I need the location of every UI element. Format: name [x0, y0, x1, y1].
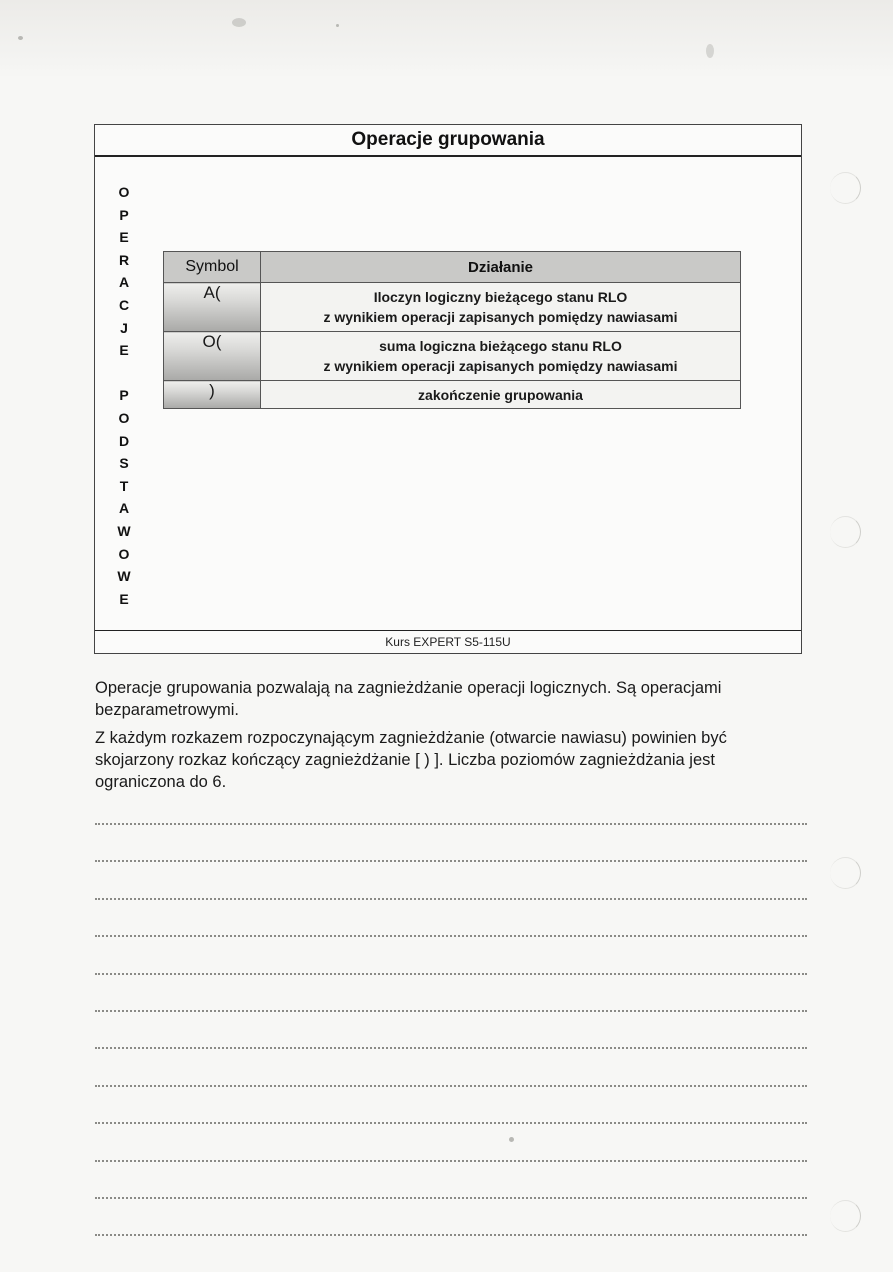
scan-speck [336, 24, 339, 27]
action-line: suma logiczna bieżącego stanu RLO [379, 338, 622, 354]
vertical-letter: O [118, 409, 130, 426]
vertical-letter: W [117, 522, 131, 539]
header-symbol: Symbol [164, 252, 261, 283]
vertical-letter: C [118, 296, 130, 313]
body-text [95, 677, 795, 799]
vertical-gap [117, 362, 131, 385]
note-line [95, 823, 807, 860]
symbol-cell: O( [164, 332, 261, 381]
note-line [95, 1010, 807, 1047]
table-row [164, 381, 741, 409]
note-line [95, 1047, 807, 1084]
action-line: z wynikiem operacji zapisanych pomiędzy nawiasami [323, 309, 678, 325]
grouping-operations-table [163, 251, 741, 409]
symbol-cell: A( [164, 283, 261, 332]
vertical-letter: E [119, 590, 129, 607]
vertical-letter: J [120, 319, 128, 336]
symbol-cell: ) [164, 381, 261, 409]
action-cell [261, 283, 741, 332]
table-row [164, 283, 741, 332]
vertical-letter: T [119, 477, 129, 494]
note-line [95, 1122, 807, 1159]
note-lines [95, 823, 807, 1272]
vertical-letter: R [118, 251, 130, 268]
paragraph: Operacje grupowania pozwalają na zagnieżdżanie operacji logicznych. Są operacjami bezparametrowymi. [95, 679, 722, 719]
action-line: z wynikiem operacji zapisanych pomiędzy nawiasami [323, 358, 678, 374]
vertical-letter: W [117, 568, 131, 585]
binder-hole-mark [830, 857, 861, 889]
vertical-letter: E [119, 229, 129, 246]
header-action: Działanie [261, 252, 741, 283]
binder-hole-mark [830, 1200, 861, 1232]
scan-speck [18, 36, 23, 40]
action-line: Iloczyn logiczny bieżącego stanu RLO [373, 289, 628, 305]
slide-title: Operacje grupowania [95, 125, 801, 157]
action-line: zakończenie grupowania [418, 386, 583, 403]
scan-edge [0, 0, 893, 78]
note-line [95, 1085, 807, 1122]
vertical-letter: O [118, 184, 130, 200]
vertical-letter: A [118, 274, 130, 291]
binder-hole-mark [830, 516, 861, 548]
table-row [164, 332, 741, 381]
note-line [95, 1234, 807, 1271]
note-line [95, 1160, 807, 1197]
vertical-letter: E [119, 342, 129, 359]
vertical-letter: P [119, 387, 129, 404]
paragraph: Z każdym rozkazem rozpoczynającym zagnieżdżanie (otwarcie nawiasu) powinien być skojarzony rozkaz kończący zagnieżdżanie [ ) ]. Liczba poziomów zagnieżdżania jest ograniczona do 6. [95, 729, 727, 791]
slide-footer: Kurs EXPERT S5-115U [95, 630, 801, 653]
vertical-letter: D [118, 432, 130, 449]
note-line [95, 973, 807, 1010]
note-line [95, 935, 807, 972]
vertical-letter: S [119, 455, 129, 472]
note-line [95, 860, 807, 897]
vertical-letter: O [118, 545, 130, 562]
vertical-letter: P [119, 206, 129, 223]
vertical-section-label [117, 181, 131, 610]
scan-speck [706, 44, 714, 58]
action-cell [261, 381, 741, 409]
slide-frame [94, 124, 802, 654]
scan-speck [232, 18, 246, 27]
action-cell [261, 332, 741, 381]
table-header-row [164, 252, 741, 283]
note-line [95, 898, 807, 935]
binder-hole-mark [830, 172, 861, 204]
vertical-letter: A [118, 500, 130, 517]
note-line [95, 1197, 807, 1234]
